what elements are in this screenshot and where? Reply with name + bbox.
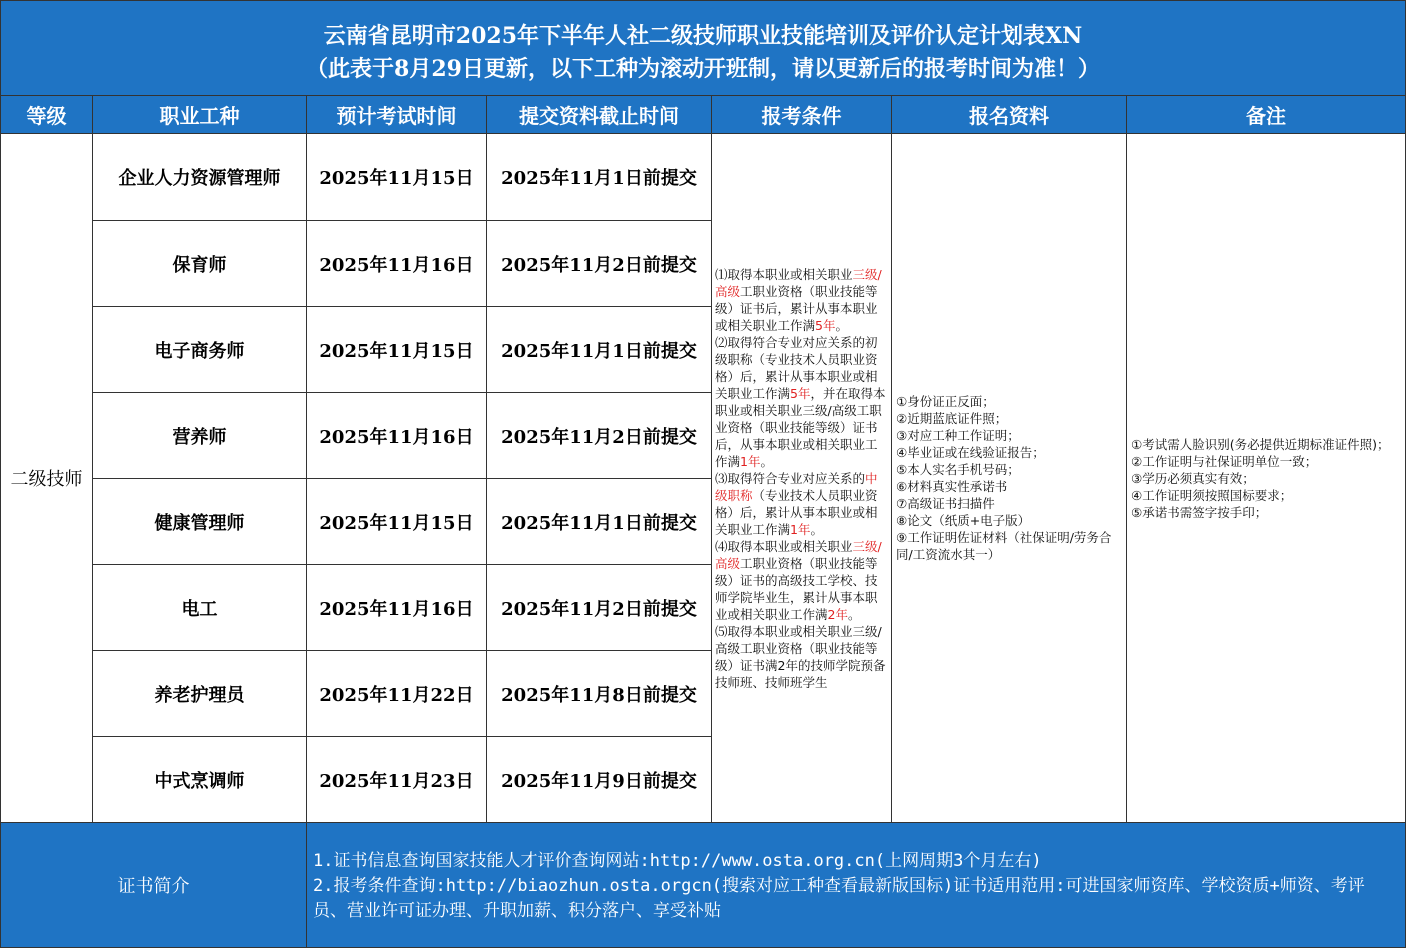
condition-highlight: 1年 — [740, 453, 761, 469]
condition-text: ⑷取得本职业或相关职业 — [715, 538, 853, 554]
condition-4 — [715, 538, 889, 623]
remarks-cell — [1127, 134, 1405, 823]
job-cell: 健康管理师 — [93, 479, 307, 565]
condition-text: ，并在取得本职业或相关职业三级/高级工职业资格（职业技能等级）证书后，从事本职业或相关职业工作满 — [715, 385, 886, 469]
remark-item: ④工作证明须按照国标要求； — [1131, 487, 1293, 503]
deadline-cell: 2025年11月2日前提交 — [487, 221, 712, 307]
condition-text: 工职业资格（职业技能等级）证书的高级技工学校、技师学院毕业生，累计从事本职业或相关职业工作满 — [715, 555, 878, 622]
header-remarks: 备注 — [1127, 96, 1405, 134]
condition-text: 工职业资格（职业技能等级）证书后，累计从事本职业或相关职业工作满 — [715, 283, 878, 333]
material-item: ②近期蓝底证件照； — [896, 411, 1008, 426]
header-level: 等级 — [1, 96, 93, 134]
deadline-cell: 2025年11月1日前提交 — [487, 479, 712, 565]
material-item: ①身份证正反面； — [896, 394, 995, 409]
job-cell: 电工 — [93, 565, 307, 651]
exam-date-cell: 2025年11月16日 — [307, 565, 487, 651]
condition-1 — [715, 266, 889, 334]
condition-5: ⑸取得本职业或相关职业三级/高级工职业资格（职业技能等级）证书满2年的技师学院预备技师班、技师班学生 — [715, 623, 886, 690]
level-cell: 二级技师 — [1, 134, 93, 823]
exam-date-cell: 2025年11月16日 — [307, 221, 487, 307]
remark-item: ②工作证明与社保证明单位一致； — [1131, 453, 1318, 469]
conditions-cell — [712, 134, 892, 823]
certificate-intro-label: 证书简介 — [1, 823, 307, 947]
deadline-cell: 2025年11月9日前提交 — [487, 737, 712, 823]
condition-highlight: 1年 — [790, 521, 811, 537]
condition-highlight: 中级职称 — [715, 470, 878, 503]
remark-item: ⑤承诺书需签字按手印； — [1131, 504, 1268, 520]
job-cell: 电子商务师 — [93, 307, 307, 393]
job-cell: 营养师 — [93, 393, 307, 479]
header-exam-time: 预计考试时间 — [307, 96, 487, 134]
condition-text: 。 — [810, 521, 823, 537]
deadline-cell: 2025年11月1日前提交 — [487, 307, 712, 393]
materials-cell — [892, 134, 1127, 823]
condition-3 — [715, 470, 889, 538]
remark-item: ③学历必须真实有效； — [1131, 470, 1255, 486]
footer-line-2: 2.报考条件查询:http://biaozhun.osta.orgcn(搜索对应工种查看最新版国标)证书适用范用:可进国家师资库、学校资质+师资、考评员、营业许可证办理、升职加薪、积分落户、享受补贴 — [313, 876, 1365, 921]
conditions-text — [712, 266, 891, 691]
footer-line-1: 1.证书信息查询国家技能人才评价查询网站:http://www.osta.org.cn(上网周期3个月左右) — [313, 851, 1042, 871]
condition-highlight: 5年 — [815, 317, 836, 333]
condition-text: 。 — [760, 453, 773, 469]
exam-date-cell: 2025年11月15日 — [307, 479, 487, 565]
job-cell: 企业人力资源管理师 — [93, 134, 307, 221]
condition-text: （专业技术人员职业资格）后，累计从事本职业或相关职业工作满 — [715, 487, 878, 537]
condition-text: 。 — [835, 317, 848, 333]
materials-list — [892, 393, 1126, 563]
deadline-cell: 2025年11月1日前提交 — [487, 134, 712, 221]
exam-date-cell: 2025年11月23日 — [307, 737, 487, 823]
material-item: ④毕业证或在线验证报告； — [896, 445, 1045, 460]
exam-date-cell: 2025年11月15日 — [307, 307, 487, 393]
material-item: ⑦高级证书扫描件 — [896, 496, 995, 511]
job-cell: 中式烹调师 — [93, 737, 307, 823]
job-cell: 保育师 — [93, 221, 307, 307]
deadline-cell: 2025年11月2日前提交 — [487, 393, 712, 479]
remark-item: ①考试需人脸识别(务必提供近期标准证件照)； — [1131, 436, 1390, 452]
exam-date-cell: 2025年11月16日 — [307, 393, 487, 479]
condition-highlight: 5年 — [790, 385, 811, 401]
condition-text: ⑴取得本职业或相关职业 — [715, 266, 853, 282]
certificate-intro-text — [307, 823, 1405, 947]
condition-text: ⑵取得符合专业对应关系的初级职称（专业技术人员职业资格）后，累计从事本职业或相关职业工作满 — [715, 334, 878, 401]
condition-highlight: 2年 — [827, 606, 848, 622]
title-line-1: 云南省昆明市2025年下半年人社二级技师职业技能培训及评价认定计划表XN — [323, 23, 1083, 49]
title-line-2: （此表于8月29日更新，以下工种为滚动开班制，请以更新后的报考时间为准！） — [306, 56, 1100, 82]
header-deadline: 提交资料截止时间 — [487, 96, 712, 134]
table-title — [1, 1, 1405, 96]
condition-text: 。 — [847, 606, 861, 622]
header-job: 职业工种 — [93, 96, 307, 134]
material-item: ⑤本人实名手机号码； — [896, 462, 1020, 477]
header-materials: 报名资料 — [892, 96, 1127, 134]
condition-2 — [715, 334, 889, 470]
deadline-cell: 2025年11月8日前提交 — [487, 651, 712, 737]
material-item: ⑨工作证明佐证材料（社保证明/劳务合同/工资流水其一） — [896, 530, 1112, 562]
material-item: ⑧论文（纸质+电子版） — [896, 513, 1031, 528]
remarks-list — [1127, 436, 1393, 521]
exam-date-cell: 2025年11月15日 — [307, 134, 487, 221]
deadline-cell: 2025年11月2日前提交 — [487, 565, 712, 651]
condition-text: ⑶取得符合专业对应关系的 — [715, 470, 866, 486]
exam-date-cell: 2025年11月22日 — [307, 651, 487, 737]
header-conditions: 报考条件 — [712, 96, 892, 134]
material-item: ⑥材料真实性承诺书 — [896, 479, 1008, 494]
condition-highlight: 三级/高级 — [715, 266, 882, 299]
material-item: ③对应工种工作证明； — [896, 428, 1020, 443]
condition-highlight: 三级/高级 — [715, 538, 882, 571]
job-cell: 养老护理员 — [93, 651, 307, 737]
